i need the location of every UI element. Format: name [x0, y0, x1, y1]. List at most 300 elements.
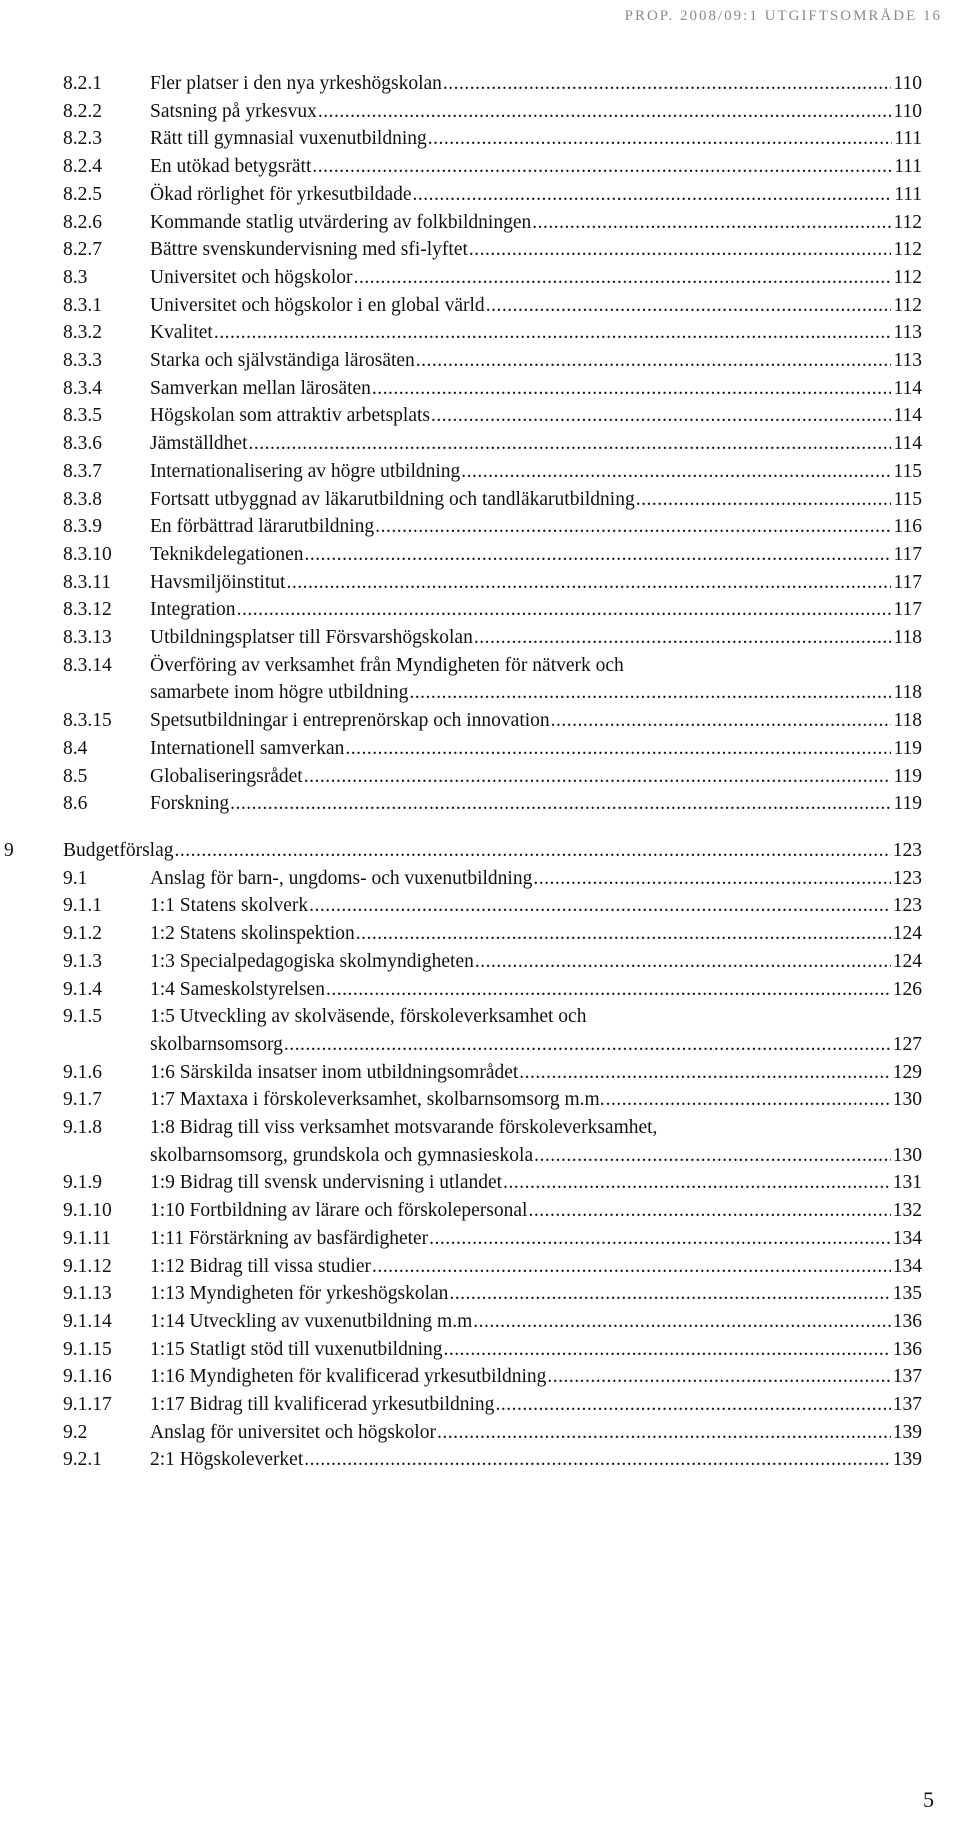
toc-entry-body [150, 513, 922, 541]
toc-entry[interactable] [0, 1003, 960, 1058]
toc-entry[interactable] [0, 1253, 960, 1281]
toc-entry-line [150, 153, 922, 181]
toc-entry[interactable] [0, 402, 960, 430]
toc-entry-number: 8.3.13 [63, 627, 112, 649]
toc-entry-number: 9 [4, 839, 14, 861]
dot-leader [345, 735, 891, 763]
toc-entry-number: 9.1.3 [63, 950, 102, 972]
toc-entry-number: 8.3.9 [63, 516, 102, 538]
toc-entry-line [150, 1280, 922, 1308]
toc-entry-page: 111 [894, 156, 922, 178]
toc-entry-page: 117 [893, 543, 922, 565]
toc-entry-number: 8.2.5 [63, 183, 102, 205]
toc-entry[interactable] [0, 569, 960, 597]
toc-entry-title: Ökad rörlighet för yrkesutbildade [150, 183, 412, 205]
toc-entry-body [150, 735, 922, 763]
toc-entry-title: Anslag för barn-, ungdoms- och vuxenutbildning [150, 867, 533, 889]
toc-entry-page: 137 [892, 1366, 922, 1388]
toc-entry[interactable] [0, 153, 960, 181]
toc-entry-body [150, 976, 922, 1004]
toc-entry-page: 117 [893, 599, 922, 621]
toc-entry-title: 1:4 Sameskolstyrelsen [150, 978, 325, 1000]
toc-entry-page: 115 [893, 460, 922, 482]
dot-leader [284, 1031, 891, 1059]
toc-entry-page: 114 [893, 433, 922, 455]
toc-entry-page: 112 [893, 211, 922, 233]
dot-leader [375, 513, 891, 541]
toc-entry[interactable] [0, 652, 960, 707]
toc-entry-page: 123 [892, 867, 922, 889]
toc-entry-line [150, 1086, 922, 1114]
toc-entry-page: 136 [892, 1310, 922, 1332]
toc-entry-body [150, 70, 922, 98]
toc-entry[interactable] [0, 763, 960, 791]
toc-entry[interactable] [0, 347, 960, 375]
toc-entry-body [150, 541, 922, 569]
toc-entry-title: Utbildningsplatser till Försvarshögskolan [150, 627, 473, 649]
toc-entry-title: Globaliseringsrådet [150, 765, 303, 787]
toc-entry-line [150, 1169, 922, 1197]
dot-leader [636, 486, 892, 514]
toc-entry-number: 9.1.8 [63, 1117, 102, 1139]
toc-entry-line [150, 125, 922, 153]
toc-entry-line [150, 679, 922, 707]
toc-entry-body [150, 1280, 922, 1308]
dot-leader [469, 236, 892, 264]
toc-entry-line [150, 735, 922, 763]
toc-entry-title: Samverkan mellan lärosäten [150, 377, 371, 399]
toc-entry-line [150, 70, 922, 98]
toc-entry[interactable] [0, 790, 960, 818]
toc-entry-line [150, 402, 922, 430]
toc-entry-body [150, 948, 922, 976]
toc-entry[interactable] [0, 181, 960, 209]
dot-leader [248, 430, 891, 458]
toc-entry[interactable] [0, 236, 960, 264]
toc-entry-body [150, 920, 922, 948]
toc-entry-number: 8.6 [63, 793, 88, 815]
toc-entry-number: 9.1.4 [63, 978, 102, 1000]
toc-entry-title: Internationalisering av högre utbildning [150, 460, 461, 482]
toc-entry-title: Starka och självständiga lärosäten [150, 350, 415, 372]
toc-entry-page: 112 [893, 294, 922, 316]
toc-entry[interactable] [0, 1059, 960, 1087]
dot-leader [437, 1419, 891, 1447]
toc-entry-number: 9.1.2 [63, 923, 102, 945]
toc-entry-body [150, 763, 922, 791]
toc-entry-title: Bättre svenskundervisning med sfi-lyftet [150, 239, 468, 261]
toc-entry-body [150, 1419, 922, 1447]
toc-entry-line [150, 98, 922, 126]
toc-entry-number: 8.3.1 [63, 294, 102, 316]
toc-entry-line [150, 976, 922, 1004]
toc-entry[interactable] [0, 1197, 960, 1225]
toc-entry[interactable] [0, 1336, 960, 1364]
page-number: 5 [923, 1787, 934, 1812]
toc-entry-line [150, 865, 922, 893]
toc-entry-title: Forskning [150, 793, 230, 815]
dot-leader [214, 319, 892, 347]
toc-entry-line [150, 1225, 922, 1253]
toc-entry-line [150, 541, 922, 569]
toc-entry-number: 9.1.11 [63, 1227, 112, 1249]
toc-entry-number: 9.1.9 [63, 1172, 102, 1194]
toc-entry-body [63, 837, 922, 865]
toc-entry-number: 9.1.1 [63, 895, 102, 917]
dot-leader [486, 292, 892, 320]
toc-entry-line [150, 1391, 922, 1419]
toc-entry[interactable] [0, 920, 960, 948]
toc-entry-number: 9.2.1 [63, 1449, 102, 1471]
toc-entry-page: 110 [893, 100, 922, 122]
toc-entry[interactable] [0, 1086, 960, 1114]
toc-entry-line [150, 1031, 922, 1059]
toc-entry-line [150, 264, 922, 292]
toc-entry-line [150, 1308, 922, 1336]
toc-entry-page: 111 [894, 183, 922, 205]
toc-entry-line [150, 430, 922, 458]
toc-entry-title: Kvalitet [150, 322, 213, 344]
toc-entry-body [150, 264, 922, 292]
dot-leader [532, 209, 891, 237]
toc-entry-body [150, 375, 922, 403]
dot-leader [429, 1225, 891, 1253]
dot-leader [304, 763, 892, 791]
toc-entry-page: 139 [892, 1421, 922, 1443]
dot-leader [519, 1059, 890, 1087]
toc-entry-body [150, 1197, 922, 1225]
toc-entry-number: 8.2.3 [63, 128, 102, 150]
toc-entry-title: Budgetförslag [63, 839, 174, 861]
toc-entry-line [150, 707, 922, 735]
toc-entry-line [63, 837, 922, 865]
toc-entry[interactable] [0, 375, 960, 403]
dot-leader [318, 98, 892, 126]
dot-leader [443, 70, 892, 98]
toc-entry-body [150, 1059, 922, 1087]
dot-leader [230, 790, 891, 818]
toc-entry[interactable] [0, 125, 960, 153]
toc-entry-page: 139 [892, 1449, 922, 1471]
toc-entry-page: 127 [892, 1033, 922, 1055]
dot-leader [461, 458, 891, 486]
toc-entry[interactable] [0, 209, 960, 237]
toc-entry-title: En utökad betygsrätt [150, 156, 312, 178]
toc-entry-body [150, 458, 922, 486]
toc-entry-line [150, 209, 922, 237]
toc-entry-page: 118 [893, 710, 922, 732]
toc-entry-line [150, 920, 922, 948]
toc-entry[interactable] [0, 430, 960, 458]
toc-entry-line [150, 319, 922, 347]
toc-entry-page: 111 [894, 128, 922, 150]
toc-entry-body [150, 892, 922, 920]
toc-entry-title: Anslag för universitet och högskolor [150, 1421, 436, 1443]
toc-entry-page: 119 [893, 765, 922, 787]
toc-entry-number: 9.1.17 [63, 1394, 112, 1416]
dot-leader [528, 1197, 890, 1225]
dot-leader [534, 1142, 891, 1170]
toc-entry-title: samarbete inom högre utbildning [150, 682, 409, 704]
toc-entry-number: 8.2.2 [63, 100, 102, 122]
toc-entry-line [150, 624, 922, 652]
toc-entry-body [150, 181, 922, 209]
toc-entry-body [150, 486, 922, 514]
toc-entry[interactable] [0, 735, 960, 763]
toc-entry[interactable] [0, 486, 960, 514]
toc-entry[interactable] [0, 70, 960, 98]
toc-entry-page: 124 [892, 923, 922, 945]
toc-entry-body [150, 596, 922, 624]
toc-entry-line [150, 1059, 922, 1087]
dot-leader [495, 1391, 890, 1419]
toc-entry[interactable] [0, 98, 960, 126]
toc-entry-page: 130 [892, 1144, 922, 1166]
toc-entry-title: Satsning på yrkesvux [150, 100, 317, 122]
toc-entry-title: Teknikdelegationen [150, 543, 304, 565]
toc-entry-title: Jämställdhet [150, 433, 248, 455]
toc-entry-body [150, 1336, 922, 1364]
toc-entry-page: 124 [892, 950, 922, 972]
toc-entry-title: Universitet och högskolor i en global värld [150, 294, 485, 316]
toc-entry[interactable] [0, 319, 960, 347]
toc-entry-title: skolbarnsomsorg [150, 1033, 283, 1055]
toc-entry[interactable] [0, 707, 960, 735]
toc-entry-title: 1:17 Bidrag till kvalificerad yrkesutbildning [150, 1394, 495, 1416]
toc-entry-body [150, 1003, 922, 1058]
toc-entry-line [150, 347, 922, 375]
toc-entry-number: 8.3.11 [63, 571, 112, 593]
toc-entry-number: 8.4 [63, 737, 88, 759]
toc-entry-page: 113 [893, 350, 922, 372]
toc-entry-body [150, 319, 922, 347]
toc-entry-number: 9.1.16 [63, 1366, 112, 1388]
toc-entry-line [150, 458, 922, 486]
toc-entry[interactable] [0, 892, 960, 920]
toc-entry-page: 134 [892, 1255, 922, 1277]
dot-leader [533, 865, 890, 893]
dot-leader [551, 707, 892, 735]
toc-entry[interactable] [0, 1419, 960, 1447]
dot-leader [372, 1253, 891, 1281]
dot-leader [413, 181, 893, 209]
toc-entry[interactable] [0, 1114, 960, 1169]
toc-entry[interactable] [0, 976, 960, 1004]
dot-leader [449, 1280, 890, 1308]
toc-entry-page: 119 [893, 793, 922, 815]
toc-entry[interactable] [0, 458, 960, 486]
toc-entry-number: 9.1.13 [63, 1283, 112, 1305]
toc-entry-number: 9.1.5 [63, 1006, 102, 1028]
dot-leader [174, 837, 890, 865]
toc-entry-title: Integration [150, 599, 236, 621]
toc-entry-line [150, 763, 922, 791]
toc-entry-number: 8.3 [63, 266, 88, 288]
toc-entry-title: Havsmiljöinstitut [150, 571, 286, 593]
dot-leader [326, 976, 891, 1004]
toc-entry-page: 114 [893, 377, 922, 399]
toc-entry[interactable] [0, 292, 960, 320]
toc-entry-body [150, 347, 922, 375]
toc-entry-body [150, 652, 922, 707]
toc-entry[interactable] [0, 264, 960, 292]
toc-entry-page: 123 [892, 895, 922, 917]
toc-entry-body [150, 865, 922, 893]
toc-entry-line [150, 948, 922, 976]
toc-entry-number: 8.3.5 [63, 405, 102, 427]
dot-leader [428, 125, 892, 153]
toc-entry-page: 137 [892, 1394, 922, 1416]
toc-entry-number: 8.2.6 [63, 211, 102, 233]
toc-entry-body [150, 153, 922, 181]
toc-entry-line [150, 569, 922, 597]
toc-entry[interactable] [0, 541, 960, 569]
toc-entry[interactable] [0, 624, 960, 652]
toc-entry-title: 1:3 Specialpedagogiska skolmyndigheten [150, 950, 474, 972]
dot-leader [409, 679, 891, 707]
toc-entry-body [150, 292, 922, 320]
toc-entry-page: 123 [892, 839, 922, 861]
toc-entry[interactable] [0, 513, 960, 541]
toc-entry-page: 129 [892, 1061, 922, 1083]
toc-entry-title: Kommande statlig utvärdering av folkbildningen [150, 211, 532, 233]
toc-entry-page: 113 [893, 322, 922, 344]
dot-leader [444, 1336, 891, 1364]
dot-leader [309, 892, 891, 920]
toc-entry-page: 131 [892, 1172, 922, 1194]
toc-entry[interactable] [0, 1225, 960, 1253]
dot-leader [356, 920, 891, 948]
toc-entry-title: 1:2 Statens skolinspektion [150, 923, 355, 945]
toc-entry[interactable] [0, 865, 960, 893]
toc-entry-number: 9.1.10 [63, 1200, 112, 1222]
toc-entry-line [150, 790, 922, 818]
toc-entry-title: En förbättrad lärarutbildning [150, 516, 375, 538]
toc-entry-body [150, 1391, 922, 1419]
toc-entry-line [150, 1197, 922, 1225]
toc-entry[interactable] [0, 1308, 960, 1336]
toc-entry-page: 126 [892, 978, 922, 1000]
toc-entry-line [150, 236, 922, 264]
toc-entry-title: skolbarnsomsorg, grundskola och gymnasieskola [150, 1144, 534, 1166]
dot-leader [606, 1086, 891, 1114]
toc-entry-body [150, 430, 922, 458]
toc-entry-title: 1:11 Förstärkning av basfärdigheter [150, 1227, 429, 1249]
toc-entry-page: 132 [892, 1200, 922, 1222]
toc-entry[interactable] [0, 1363, 960, 1391]
dot-leader [354, 264, 892, 292]
toc-entry-number: 8.3.15 [63, 710, 112, 732]
toc-entry[interactable] [0, 948, 960, 976]
toc-entry-number: 8.2.7 [63, 239, 102, 261]
dot-leader [286, 569, 891, 597]
toc-entry-page: 114 [893, 405, 922, 427]
toc-entry-body [150, 1308, 922, 1336]
toc-entry-title: Spetsutbildningar i entreprenörskap och innovation [150, 710, 550, 732]
toc-entry-number: 8.3.12 [63, 599, 112, 621]
dot-leader [312, 153, 892, 181]
toc-entry-page: 110 [893, 73, 922, 94]
toc-entry-title: 1:16 Myndigheten för kvalificerad yrkesutbildning [150, 1366, 547, 1388]
toc-entry-number: 8.3.10 [63, 543, 112, 565]
dot-leader [416, 347, 892, 375]
toc-entry-number: 9.1.12 [63, 1255, 112, 1277]
toc-entry-page: 112 [893, 266, 922, 288]
toc-entry-page: 112 [893, 239, 922, 261]
toc-entry-number: 8.3.6 [63, 433, 102, 455]
toc-entry-body [150, 1169, 922, 1197]
toc-entry[interactable] [0, 1169, 960, 1197]
toc-entry-title: 1:15 Statligt stöd till vuxenutbildning [150, 1338, 443, 1360]
toc-entry-line [150, 596, 922, 624]
toc-entry-line [150, 486, 922, 514]
toc-entry-page: 136 [892, 1338, 922, 1360]
toc-entry-line [150, 1253, 922, 1281]
toc-entry[interactable] [0, 1446, 960, 1474]
toc-entry-page: 116 [893, 516, 922, 538]
toc-entry-number: 8.3.2 [63, 322, 102, 344]
toc-entry-title-line1: Överföring av verksamhet från Myndigheten för nätverk och [150, 654, 624, 676]
toc-entry-title: Universitet och högskolor [150, 266, 353, 288]
toc-entry[interactable] [0, 1391, 960, 1419]
toc-entry-body [150, 707, 922, 735]
toc-entry-title-line1: 1:5 Utveckling av skolväsende, förskoleverksamhet och [150, 1006, 587, 1028]
toc-entry-number: 8.5 [63, 765, 88, 787]
toc-entry-number: 9.1.15 [63, 1338, 112, 1360]
toc-entry-body [150, 790, 922, 818]
toc-entry-line [150, 513, 922, 541]
toc-entry-title: 2:1 Högskoleverket [150, 1449, 304, 1471]
dot-leader [237, 596, 892, 624]
toc-entry-title: Högskolan som attraktiv arbetsplats [150, 405, 430, 427]
toc-entry-page: 115 [893, 488, 922, 510]
toc-entry-title: Internationell samverkan [150, 737, 345, 759]
toc-entry-line [150, 892, 922, 920]
toc-entry-number: 8.3.8 [63, 488, 102, 510]
toc-entry-body [150, 1086, 922, 1114]
toc-entry-line [150, 1363, 922, 1391]
toc-entry-number: 9.1.7 [63, 1089, 102, 1111]
toc-entry-title: 1:10 Fortbildning av lärare och förskolepersonal [150, 1200, 528, 1222]
dot-leader [547, 1363, 890, 1391]
toc-entry[interactable] [0, 1280, 960, 1308]
toc-entry-title: 1:13 Myndigheten för yrkeshögskolan [150, 1283, 449, 1305]
dot-leader [305, 541, 892, 569]
toc-entry-title: Rätt till gymnasial vuxenutbildning [150, 128, 427, 150]
toc-entry[interactable] [0, 837, 960, 865]
toc-entry-page: 117 [893, 571, 922, 593]
toc-entry-title: 1:14 Utveckling av vuxenutbildning m.m [150, 1310, 473, 1332]
toc-entry-title: 1:7 Maxtaxa i förskoleverksamhet, skolbarnsomsorg m.m. [150, 1089, 605, 1111]
toc-entry-body [150, 624, 922, 652]
table-of-contents [0, 70, 960, 1474]
toc-entry-line [150, 375, 922, 403]
toc-entry-number: 9.1 [63, 867, 88, 889]
toc-entry-page: 135 [892, 1283, 922, 1305]
toc-entry-line [150, 1419, 922, 1447]
toc-entry[interactable] [0, 596, 960, 624]
dot-leader [475, 948, 891, 976]
toc-entry-number: 8.2.4 [63, 156, 102, 178]
toc-entry-line [150, 292, 922, 320]
toc-entry-body [150, 1225, 922, 1253]
toc-entry-body [150, 1253, 922, 1281]
toc-entry-number: 9.2 [63, 1421, 88, 1443]
toc-entry-title: 1:6 Särskilda insatser inom utbildningsområdet [150, 1061, 519, 1083]
toc-entry-page: 119 [893, 737, 922, 759]
toc-entry-page: 118 [893, 682, 922, 704]
toc-entry-line [150, 181, 922, 209]
